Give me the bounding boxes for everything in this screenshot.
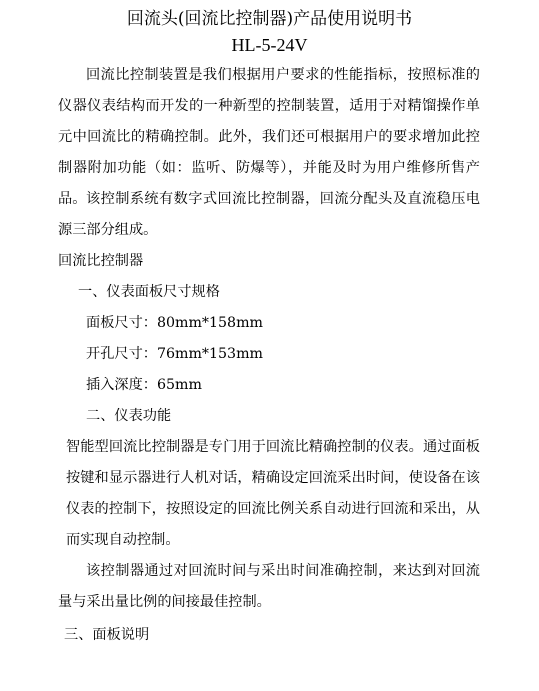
spec-insert-depth: 插入深度：65mm bbox=[86, 377, 202, 393]
system-paragraph: 该控制系统有数字式回流比控制器，回流分配头及直流稳压电源三部分组成。 bbox=[58, 191, 480, 238]
section-3-title: 三、面板说明 bbox=[64, 627, 150, 643]
controller-heading: 回流比控制器 bbox=[58, 253, 144, 269]
document-title: 回流头(回流比控制器)产品使用说明书 bbox=[126, 9, 413, 29]
intro-paragraph: 回流比控制装置是我们根据用户要求的性能指标，按照标准的仪器仪表结构而开发的一种新型的控制装置，适用于对精馏操作单元中回流比的精确控制。此外，我们还可根据用户的要求增加此控制器附加功能（如：监听、防爆等），并能及时为用户维修所售产品。 bbox=[58, 67, 480, 207]
spec-panel-size: 面板尺寸：80mm*158mm bbox=[86, 315, 263, 331]
model-number: HL-5-24V bbox=[231, 35, 308, 55]
section-1-title: 一、仪表面板尺寸规格 bbox=[78, 284, 220, 300]
section-2-title: 二、仪表功能 bbox=[86, 408, 172, 424]
function-paragraph: 智能型回流比控制器是专门用于回流比精确控制的仪表。通过面板按键和显示器进行人机对话，精确设定回流采出时间，使设备在该仪表的控制下，按照设定的回流比例关系自动进行回流和采出，从而实现自动控制。 bbox=[66, 439, 480, 548]
control-paragraph: 该控制器通过对回流时间与采出时间准确控制，来达到对回流量与采出量比例的间接最佳控制。 bbox=[58, 563, 480, 610]
spec-cutout-size: 开孔尺寸：76mm*153mm bbox=[86, 346, 263, 362]
